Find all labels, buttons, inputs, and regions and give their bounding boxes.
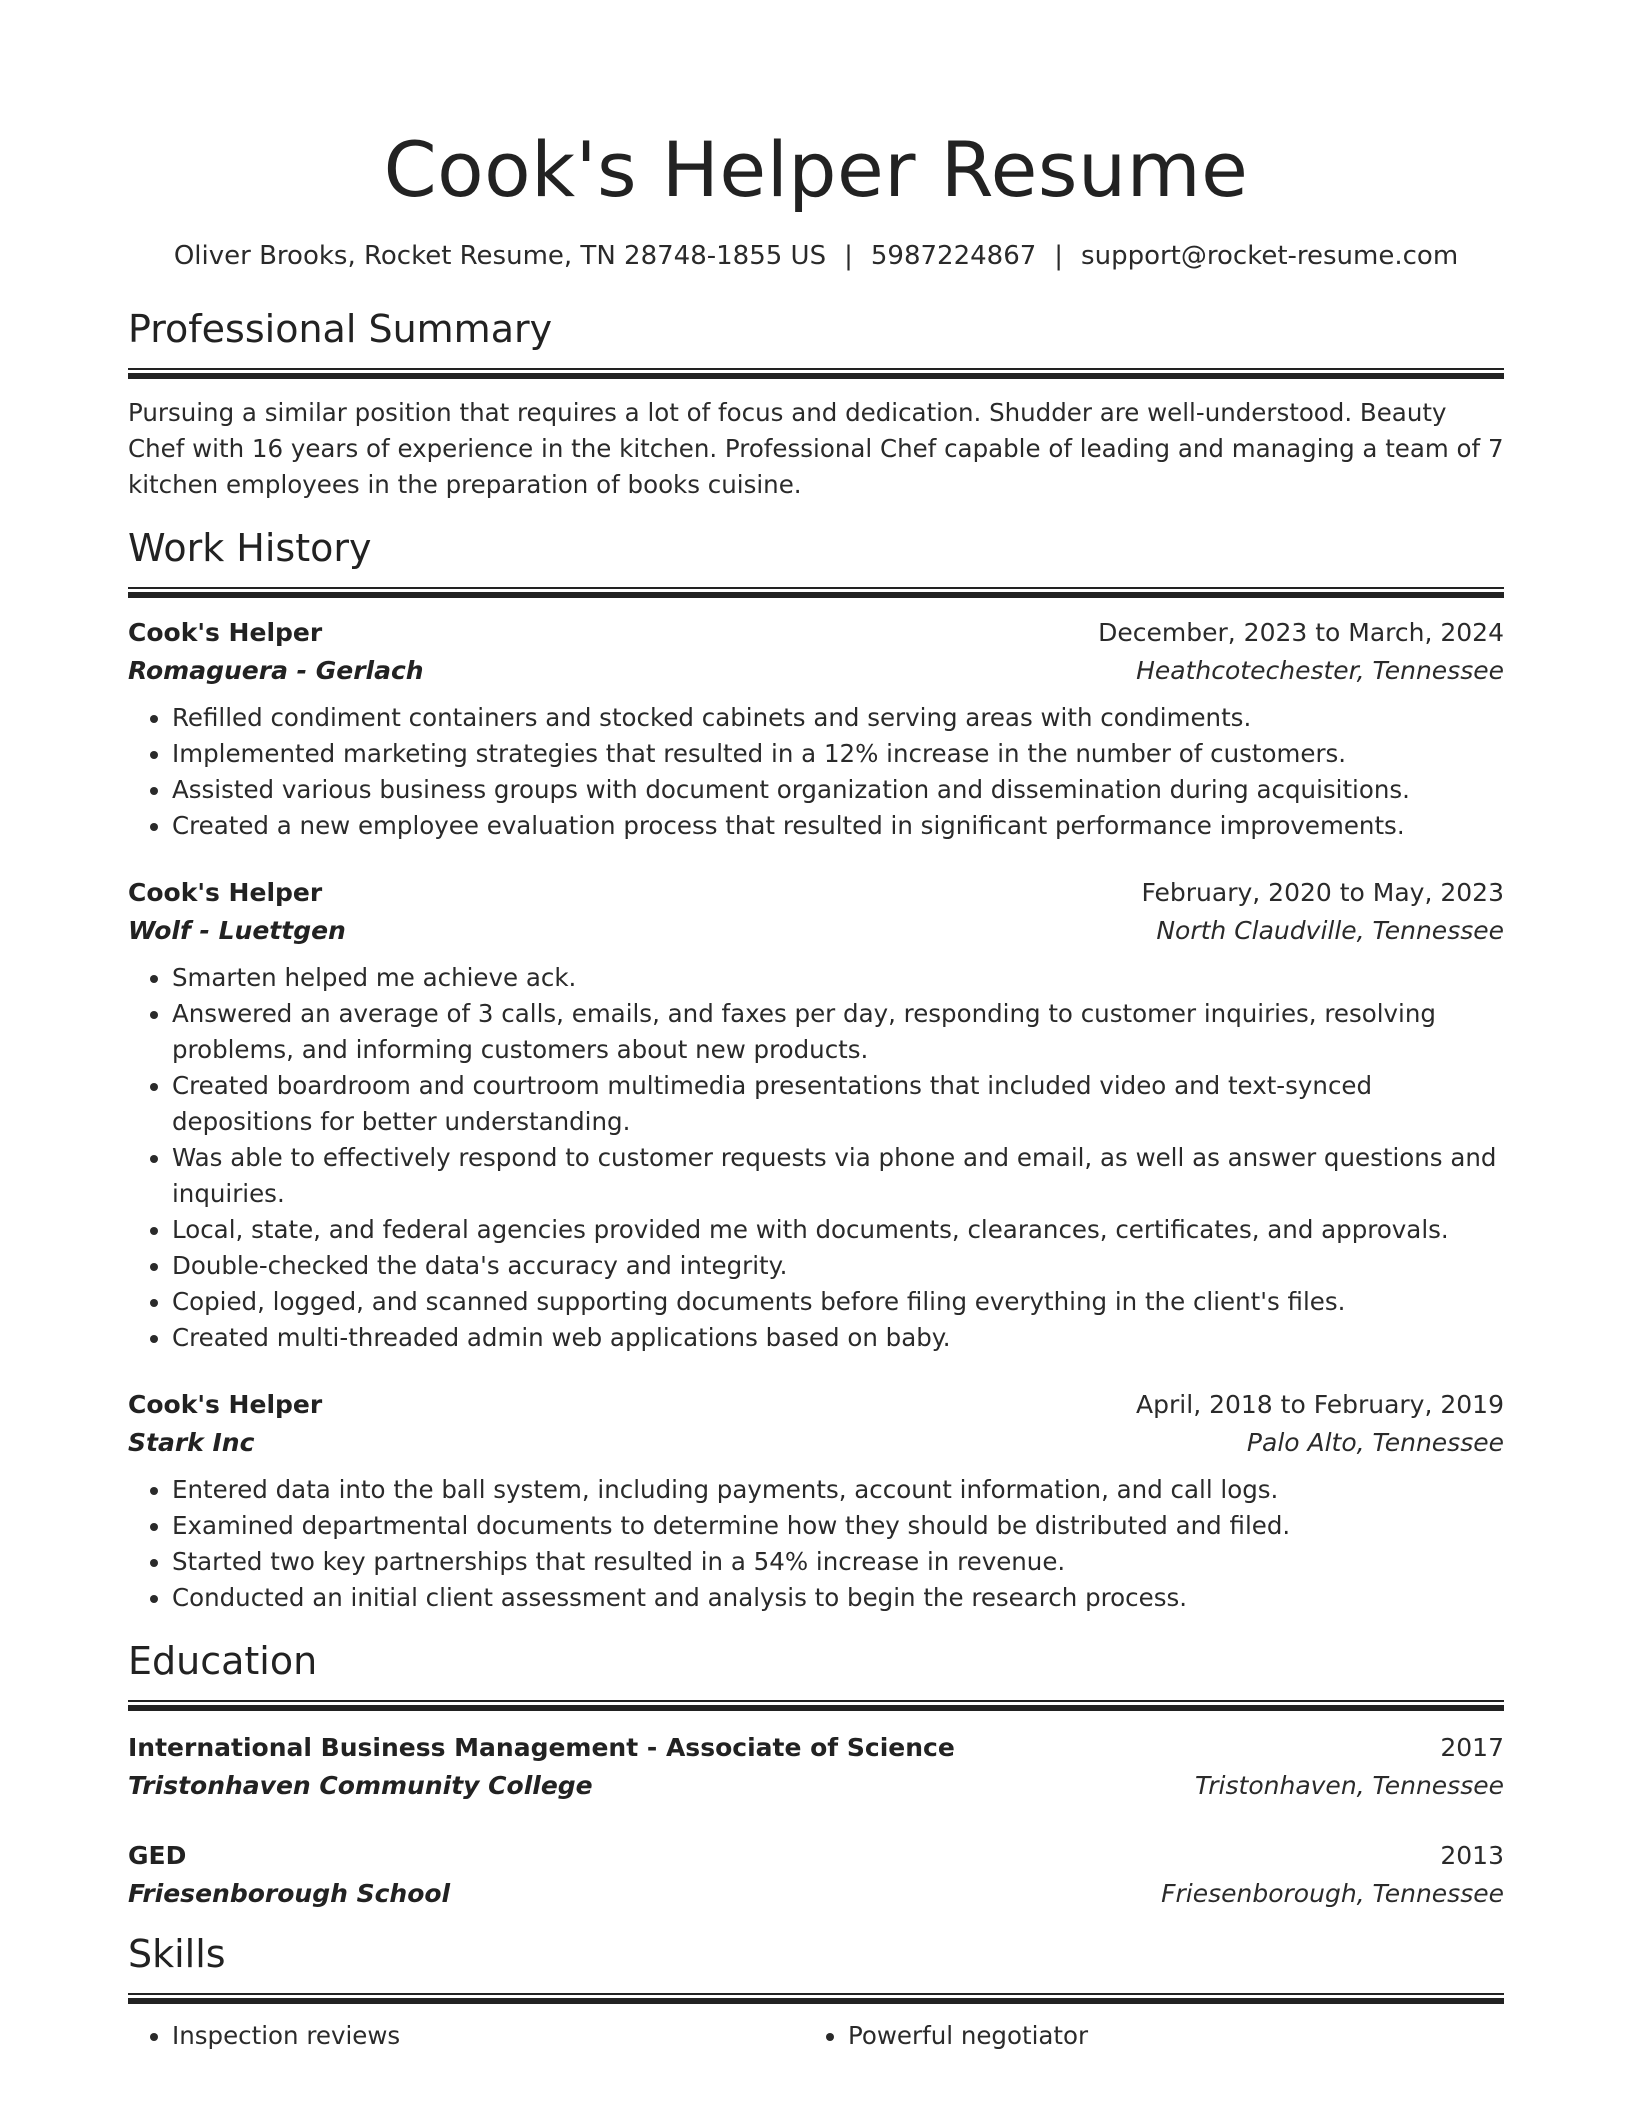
section-heading-education: Education <box>128 1639 318 1683</box>
education-location: Friesenborough, Tennessee <box>1161 1879 1504 1908</box>
job-location: Palo Alto, Tennessee <box>1246 1428 1504 1457</box>
job-header-row <box>128 614 1504 652</box>
summary-text: Pursuing a similar position that requires a lot of focus and dedication. Shudder are well-understood. Beauty Chef with 16 years of experience in the kitchen. Professional Chef capable of leading and managing a team of 7 kitchen employees in the preparation of books cuisine. <box>128 398 1504 499</box>
job-dates: February, 2020 to May, 2023 <box>1141 878 1504 907</box>
education-entry <box>128 1837 1504 1913</box>
job-dates: December, 2023 to March, 2024 <box>1098 618 1504 647</box>
section-divider <box>128 1993 1504 2004</box>
education-entry <box>128 1729 1504 1805</box>
education-degree: GED <box>128 1841 187 1870</box>
contact-separator: | <box>1054 241 1064 271</box>
job-company-row <box>128 912 1504 950</box>
education-header-row <box>128 1837 1504 1875</box>
skills-list-right <box>804 2018 1480 2054</box>
contact-phone: 5987224867 <box>870 241 1037 271</box>
job-entry <box>128 874 1504 1356</box>
list-item: • Inspection reviews <box>172 2018 804 2054</box>
education-header-row <box>128 1729 1504 1767</box>
job-company: Stark Inc <box>128 1428 255 1457</box>
job-header-row <box>128 1386 1504 1424</box>
list-item: • Examined departmental documents to determine how they should be distributed and filed. <box>172 1508 1504 1544</box>
list-item: • Refilled condiment containers and stocked cabinets and serving areas with condiments. <box>172 700 1504 736</box>
education-year: 2013 <box>1440 1841 1504 1870</box>
list-item: • Double-checked the data's accuracy and integrity. <box>172 1248 1504 1284</box>
page-title: Cook's Helper Resume <box>383 125 1249 214</box>
job-company-row <box>128 1424 1504 1462</box>
list-item: • Copied, logged, and scanned supporting documents before filing everything in the client's files. <box>172 1284 1504 1320</box>
list-item: • Assisted various business groups with document organization and dissemination during acquisitions. <box>172 772 1504 808</box>
education-degree: International Business Management - Associate of Science <box>128 1733 955 1762</box>
job-company: Romaguera - Gerlach <box>128 656 424 685</box>
education-section <box>128 1638 1504 1913</box>
resume-page <box>128 0 1504 2054</box>
list-item: • Started two key partnerships that resulted in a 54% increase in revenue. <box>172 1544 1504 1580</box>
list-item: • Created boardroom and courtroom multimedia presentations that included video and text-synced depositions for better understanding. <box>172 1068 1504 1140</box>
summary-section <box>128 306 1504 503</box>
job-title: Cook's Helper <box>128 618 323 647</box>
list-item: • Conducted an initial client assessment and analysis to begin the research process. <box>172 1580 1504 1616</box>
contact-separator: | <box>844 241 853 271</box>
job-title: Cook's Helper <box>128 1390 323 1419</box>
skills-list-left <box>128 2018 804 2054</box>
job-header-row <box>128 874 1504 912</box>
job-entry <box>128 1386 1504 1616</box>
job-dates: April, 2018 to February, 2019 <box>1136 1390 1504 1419</box>
list-item: • Local, state, and federal agencies provided me with documents, clearances, certificates, and approvals. <box>172 1212 1504 1248</box>
job-entry <box>128 614 1504 844</box>
section-divider <box>128 587 1504 598</box>
education-school: Tristonhaven Community College <box>128 1771 593 1800</box>
job-company-row <box>128 652 1504 690</box>
education-year: 2017 <box>1440 1733 1504 1762</box>
list-item: • Smarten helped me achieve ack. <box>172 960 1504 996</box>
skills-section <box>128 1931 1504 2054</box>
list-item: • Created a new employee evaluation process that resulted in significant performance improvements. <box>172 808 1504 844</box>
list-item: • Entered data into the ball system, including payments, account information, and call logs. <box>172 1472 1504 1508</box>
section-heading-work-history: Work History <box>128 526 372 570</box>
list-item: • Implemented marketing strategies that resulted in a 12% increase in the number of customers. <box>172 736 1504 772</box>
list-item: • Answered an average of 3 calls, emails, and faxes per day, responding to customer inquiries, resolving problems, and informing customers about new products. <box>172 996 1504 1068</box>
job-bullets <box>128 1472 1504 1616</box>
section-heading-skills: Skills <box>128 1932 226 1976</box>
work-history-section <box>128 525 1504 1616</box>
job-bullets <box>128 960 1504 1356</box>
list-item: • Powerful negotiator <box>848 2018 1480 2054</box>
list-item: • Created multi-threaded admin web applications based on baby. <box>172 1320 1504 1356</box>
education-school-row <box>128 1875 1504 1913</box>
section-heading-summary: Professional Summary <box>128 307 553 351</box>
job-bullets <box>128 700 1504 844</box>
section-divider <box>128 368 1504 379</box>
skills-columns <box>128 2018 1504 2054</box>
contact-email: support@rocket-resume.com <box>1081 241 1459 271</box>
education-school: Friesenborough School <box>128 1879 451 1908</box>
education-school-row <box>128 1767 1504 1805</box>
education-location: Tristonhaven, Tennessee <box>1194 1771 1504 1800</box>
job-location: North Claudville, Tennessee <box>1156 916 1504 945</box>
job-location: Heathcotechester, Tennessee <box>1136 656 1504 685</box>
contact-address: Oliver Brooks, Rocket Resume, TN 28748-1855 US <box>173 241 827 271</box>
list-item: • Was able to effectively respond to customer requests via phone and email, as well as answer questions and inquiries. <box>172 1140 1504 1212</box>
job-title: Cook's Helper <box>128 878 323 907</box>
job-company: Wolf - Luettgen <box>128 916 346 945</box>
contact-line <box>128 240 1504 272</box>
section-divider <box>128 1700 1504 1711</box>
